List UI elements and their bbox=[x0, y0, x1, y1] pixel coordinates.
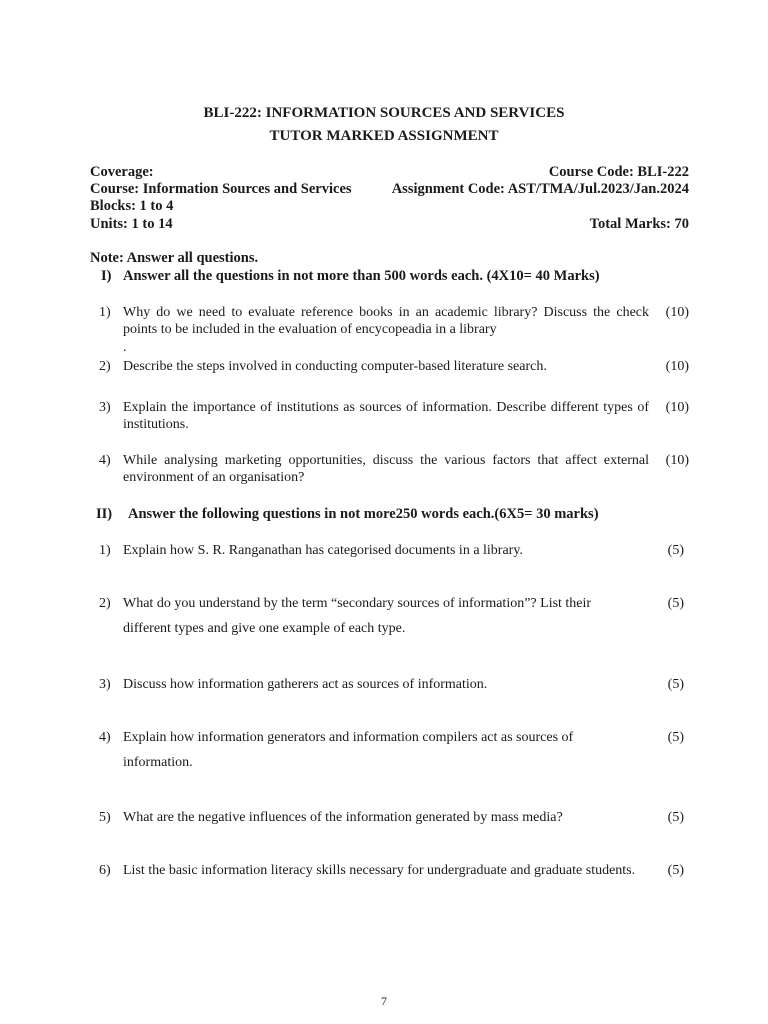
question-number: 4) bbox=[99, 453, 111, 468]
section-1-heading: Answer all the questions in not more than 500 words each. (4X10= 40 Marks) bbox=[123, 268, 600, 284]
question-marks: (10) bbox=[665, 305, 689, 320]
question-2-5 bbox=[99, 809, 689, 826]
question-text: Explain how information generators and information compilers act as sources of information. bbox=[123, 730, 574, 770]
question-2-4 bbox=[99, 725, 689, 775]
question-marks: (10) bbox=[665, 359, 689, 374]
question-marks: (5) bbox=[667, 730, 684, 745]
question-number: 3) bbox=[99, 677, 111, 692]
question-marks: (5) bbox=[667, 596, 684, 611]
question-marks: (5) bbox=[667, 810, 684, 825]
question-marks: (5) bbox=[667, 543, 684, 558]
question-marks: (5) bbox=[667, 677, 684, 692]
document-subtitle: TUTOR MARKED ASSIGNMENT bbox=[269, 128, 499, 144]
question-marks: (10) bbox=[665, 400, 689, 415]
course-code: Course Code: BLI-222 bbox=[548, 164, 689, 180]
question-text: Discuss how information gatherers act as sources of information. bbox=[123, 677, 488, 692]
stray-dot: . bbox=[123, 340, 127, 355]
question-number: 1) bbox=[99, 543, 111, 558]
question-1-2 bbox=[99, 358, 689, 375]
question-text: Why do we need to evaluate reference books in an academic library? Discuss the check points to be included in the evaluation of encycopeadia in a library bbox=[123, 305, 649, 337]
question-1-4 bbox=[99, 452, 689, 486]
note: Note: Answer all questions. bbox=[90, 250, 259, 266]
question-1-3 bbox=[99, 399, 689, 433]
question-text: Explain the importance of institutions as sources of information. Describe different types of institutions. bbox=[123, 400, 649, 432]
question-2-2 bbox=[99, 591, 689, 641]
section-2-heading: Answer the following questions in not more250 words each.(6X5= 30 marks) bbox=[128, 506, 599, 522]
question-number: 2) bbox=[99, 596, 111, 611]
question-2-6 bbox=[99, 858, 689, 908]
question-marks: (5) bbox=[667, 863, 684, 878]
question-1-1 bbox=[99, 304, 689, 338]
question-2-3 bbox=[99, 676, 689, 693]
question-marks: (10) bbox=[665, 453, 689, 468]
question-number: 4) bbox=[99, 730, 111, 745]
question-2-1 bbox=[99, 542, 689, 559]
question-text: Describe the steps involved in conducting computer-based literature search. bbox=[123, 359, 547, 374]
question-text: What are the negative influences of the information generated by mass media? bbox=[123, 810, 563, 825]
blocks: Blocks: 1 to 4 bbox=[90, 198, 174, 214]
total-marks: Total Marks: 70 bbox=[589, 216, 689, 232]
coverage-label: Coverage: bbox=[90, 164, 154, 180]
units: Units: 1 to 14 bbox=[90, 216, 173, 232]
question-number: 5) bbox=[99, 810, 111, 825]
question-number: 3) bbox=[99, 400, 111, 415]
document-title: BLI-222: INFORMATION SOURCES AND SERVICES bbox=[203, 105, 565, 121]
question-number: 1) bbox=[99, 305, 111, 320]
question-text: Explain how S. R. Ranganathan has categorised documents in a library. bbox=[123, 543, 523, 558]
question-number: 6) bbox=[99, 863, 111, 878]
assignment-code: Assignment Code: AST/TMA/Jul.2023/Jan.2024 bbox=[391, 181, 689, 197]
section-2-numeral: II) bbox=[96, 506, 113, 522]
section-1-numeral: I) bbox=[101, 268, 112, 284]
question-text: While analysing marketing opportunities, discuss the various factors that affect external environment of an organisation? bbox=[123, 453, 649, 485]
question-text: What do you understand by the term “secondary sources of information”? List their different types and give one example of each type. bbox=[123, 596, 592, 636]
question-number: 2) bbox=[99, 359, 111, 374]
question-text: List the basic information literacy skills necessary for undergraduate and graduate students. bbox=[123, 863, 636, 878]
page-number: 7 bbox=[381, 994, 387, 1008]
course-name: Course: Information Sources and Services bbox=[90, 181, 352, 197]
